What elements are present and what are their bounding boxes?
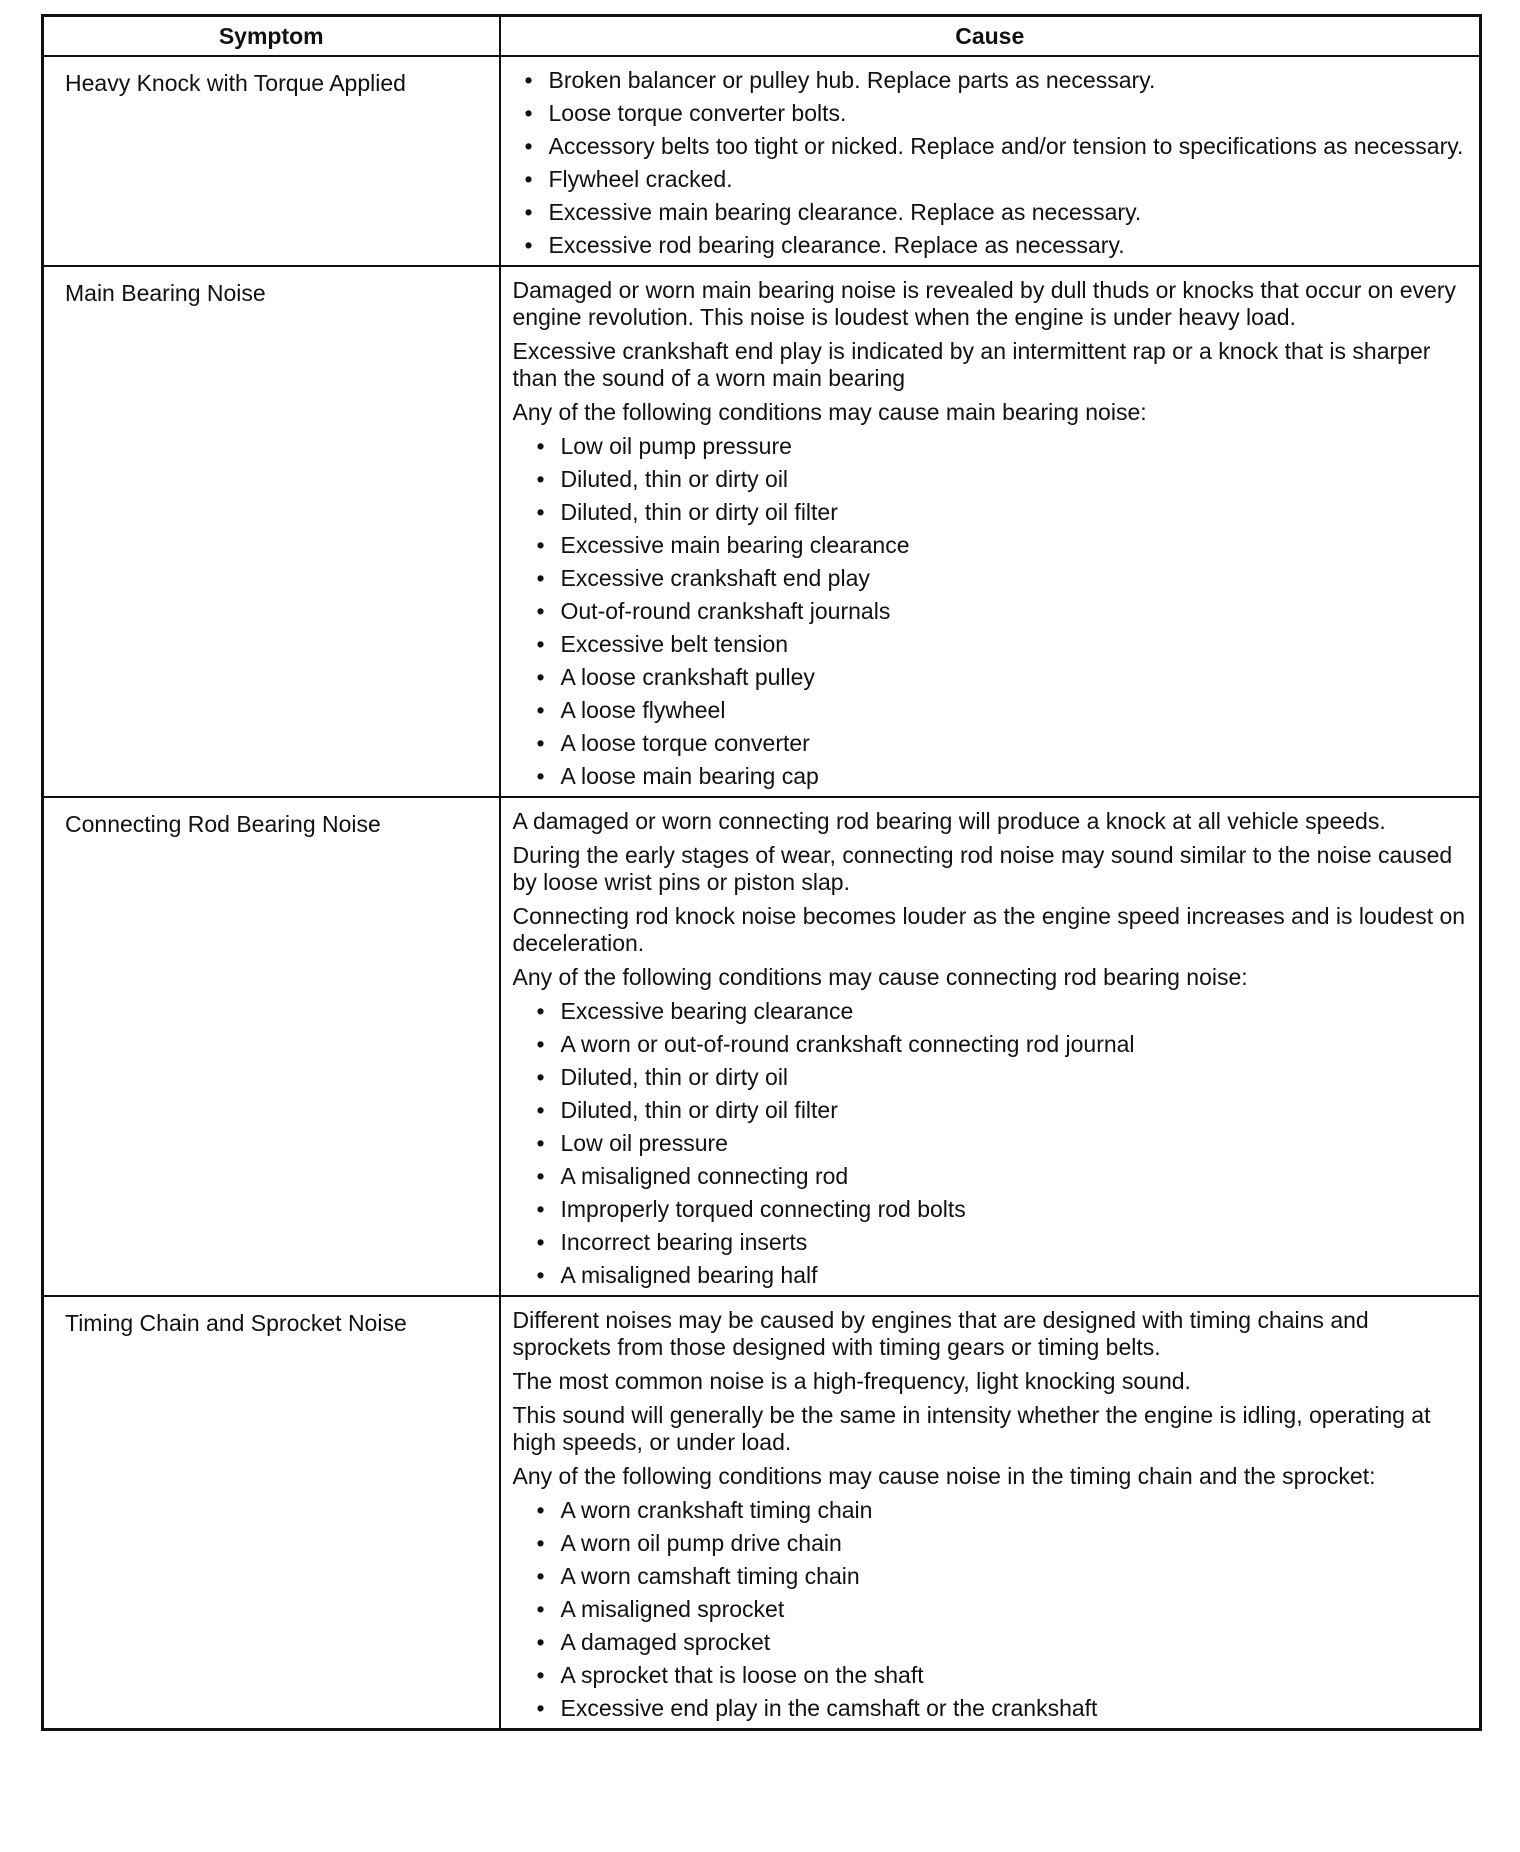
bullet-icon: • xyxy=(536,499,545,525)
bullet-text: Excessive main bearing clearance. Replace as necessary. xyxy=(548,199,1142,225)
bullet-text: Broken balancer or pulley hub. Replace parts as necessary. xyxy=(548,67,1156,93)
bullet-icon: • xyxy=(536,1196,545,1222)
cause-paragraph: Excessive crankshaft end play is indicated by an intermittent rap or a knock that is sharper than the sound of a worn main bearing xyxy=(512,338,1431,391)
bullet-icon: • xyxy=(536,1064,545,1090)
cause-bullet-item xyxy=(513,499,1474,526)
cause-bullet-item xyxy=(513,133,1474,160)
cause-paragraph: Any of the following conditions may cause noise in the timing chain and the sprocket: xyxy=(512,1463,1376,1489)
table-header xyxy=(43,16,1481,57)
cause-bullet-item xyxy=(513,730,1474,757)
cause-bullet-list xyxy=(513,433,1474,790)
bullet-text: Diluted, thin or dirty oil filter xyxy=(560,1097,838,1123)
bullet-icon: • xyxy=(524,133,533,159)
cause-bullet-item xyxy=(513,466,1474,493)
cause-paragraph: Different noises may be caused by engines that are designed with timing chains and sprockets from those designed with timing gears or timing belts. xyxy=(512,1307,1369,1360)
bullet-icon: • xyxy=(536,1262,545,1288)
cause-bullet-item xyxy=(513,232,1474,259)
cause-bullet-item xyxy=(513,1596,1474,1623)
bullet-icon: • xyxy=(536,1163,545,1189)
bullet-text: A worn crankshaft timing chain xyxy=(560,1497,873,1523)
bullet-text: Low oil pressure xyxy=(560,1130,728,1156)
table-row xyxy=(43,1296,1481,1730)
bullet-text: Out-of-round crankshaft journals xyxy=(560,598,891,624)
cause-bullet-item xyxy=(513,598,1474,625)
bullet-icon: • xyxy=(524,232,533,258)
bullet-text: A misaligned connecting rod xyxy=(560,1163,849,1189)
cause-bullet-item xyxy=(513,199,1474,226)
symptom-cell: Connecting Rod Bearing Noise xyxy=(43,797,500,1296)
bullet-text: Excessive main bearing clearance xyxy=(560,532,910,558)
cause-bullet-item xyxy=(513,565,1474,592)
cause-bullet-list xyxy=(513,67,1474,259)
table-body xyxy=(43,56,1481,1730)
cause-bullet-item xyxy=(513,1031,1474,1058)
cause-bullet-item xyxy=(513,166,1474,193)
bullet-text: Accessory belts too tight or nicked. Replace and/or tension to specifications as necessary. xyxy=(548,133,1464,159)
bullet-text: Excessive crankshaft end play xyxy=(560,565,870,591)
table-row xyxy=(43,266,1481,797)
bullet-icon: • xyxy=(536,1229,545,1255)
bullet-icon: • xyxy=(536,1563,545,1589)
bullet-text: A damaged sprocket xyxy=(560,1629,771,1655)
bullet-text: Improperly torqued connecting rod bolts xyxy=(560,1196,966,1222)
cause-bullet-item xyxy=(513,1695,1474,1722)
cause-bullet-item xyxy=(513,697,1474,724)
cause-bullet-item xyxy=(513,763,1474,790)
cause-bullet-item xyxy=(513,1163,1474,1190)
cause-column-header: Cause xyxy=(500,16,1481,57)
bullet-icon: • xyxy=(536,1497,545,1523)
cause-bullet-item xyxy=(513,1130,1474,1157)
bullet-text: Diluted, thin or dirty oil filter xyxy=(560,499,838,525)
cause-bullet-item xyxy=(513,1229,1474,1256)
bullet-icon: • xyxy=(536,466,545,492)
bullet-text: Excessive bearing clearance xyxy=(560,998,854,1024)
bullet-text: Excessive belt tension xyxy=(560,631,789,657)
bullet-text: Flywheel cracked. xyxy=(548,166,733,192)
bullet-text: A misaligned bearing half xyxy=(560,1262,818,1288)
bullet-icon: • xyxy=(536,565,545,591)
symptom-cell: Main Bearing Noise xyxy=(43,266,500,797)
cause-bullet-item xyxy=(513,433,1474,460)
cause-paragraph: This sound will generally be the same in intensity whether the engine is idling, operating at high speeds, or under load. xyxy=(512,1402,1431,1455)
cause-paragraph: Connecting rod knock noise becomes louder as the engine speed increases and is loudest on deceleration. xyxy=(512,903,1466,956)
bullet-icon: • xyxy=(536,1629,545,1655)
bullet-text: Diluted, thin or dirty oil xyxy=(560,466,789,492)
cause-bullet-item xyxy=(513,1196,1474,1223)
bullet-text: A loose crankshaft pulley xyxy=(560,664,815,690)
cause-bullet-item xyxy=(513,631,1474,658)
cause-bullet-list xyxy=(513,1497,1474,1722)
symptom-column-header: Symptom xyxy=(43,16,500,57)
bullet-icon: • xyxy=(536,763,545,789)
cause-cell xyxy=(500,266,1481,797)
bullet-text: Incorrect bearing inserts xyxy=(560,1229,808,1255)
bullet-text: A loose main bearing cap xyxy=(560,763,819,789)
cause-bullet-item xyxy=(513,1064,1474,1091)
bullet-text: Diluted, thin or dirty oil xyxy=(560,1064,789,1090)
cause-cell xyxy=(500,797,1481,1296)
bullet-icon: • xyxy=(536,433,545,459)
bullet-icon: • xyxy=(524,67,533,93)
bullet-icon: • xyxy=(536,631,545,657)
bullet-text: Low oil pump pressure xyxy=(560,433,792,459)
cause-bullet-item xyxy=(513,1262,1474,1289)
bullet-icon: • xyxy=(536,730,545,756)
bullet-icon: • xyxy=(536,1130,545,1156)
cause-cell xyxy=(500,56,1481,266)
cause-cell xyxy=(500,1296,1481,1730)
bullet-text: Excessive rod bearing clearance. Replace as necessary. xyxy=(548,232,1125,258)
header-row xyxy=(43,16,1481,57)
bullet-icon: • xyxy=(536,1695,545,1721)
bullet-icon: • xyxy=(524,100,533,126)
cause-paragraph: Any of the following conditions may cause connecting rod bearing noise: xyxy=(512,964,1248,990)
cause-bullet-item xyxy=(513,1662,1474,1689)
bullet-icon: • xyxy=(536,1596,545,1622)
cause-bullet-item xyxy=(513,1629,1474,1656)
bullet-icon: • xyxy=(536,532,545,558)
cause-bullet-item xyxy=(513,67,1474,94)
bullet-icon: • xyxy=(536,998,545,1024)
bullet-icon: • xyxy=(524,199,533,225)
bullet-text: A sprocket that is loose on the shaft xyxy=(560,1662,924,1688)
cause-bullet-list xyxy=(513,998,1474,1289)
cause-bullet-item xyxy=(513,100,1474,127)
bullet-icon: • xyxy=(536,1031,545,1057)
bullet-text: Loose torque converter bolts. xyxy=(548,100,847,126)
bullet-icon: • xyxy=(536,1097,545,1123)
cause-paragraph: During the early stages of wear, connecting rod noise may sound similar to the noise caused by loose wrist pins or piston slap. xyxy=(512,842,1453,895)
bullet-text: A worn or out-of-round crankshaft connecting rod journal xyxy=(560,1031,1135,1057)
bullet-text: A loose flywheel xyxy=(560,697,726,723)
bullet-icon: • xyxy=(536,1530,545,1556)
cause-bullet-item xyxy=(513,1563,1474,1590)
cause-bullet-item xyxy=(513,1497,1474,1524)
bullet-text: A worn oil pump drive chain xyxy=(560,1530,842,1556)
cause-bullet-item xyxy=(513,1530,1474,1557)
symptom-cell: Timing Chain and Sprocket Noise xyxy=(43,1296,500,1730)
bullet-text: A loose torque converter xyxy=(560,730,810,756)
table-row xyxy=(43,56,1481,266)
bullet-icon: • xyxy=(536,664,545,690)
bullet-text: A worn camshaft timing chain xyxy=(560,1563,860,1589)
cause-paragraph: Any of the following conditions may cause main bearing noise: xyxy=(512,399,1147,425)
cause-bullet-item xyxy=(513,998,1474,1025)
cause-bullet-item xyxy=(513,532,1474,559)
symptom-cell: Heavy Knock with Torque Applied xyxy=(43,56,500,266)
symptom-cause-table xyxy=(41,14,1482,1731)
bullet-icon: • xyxy=(536,1662,545,1688)
bullet-text: A misaligned sprocket xyxy=(560,1596,785,1622)
cause-bullet-item xyxy=(513,664,1474,691)
cause-bullet-item xyxy=(513,1097,1474,1124)
cause-paragraph: The most common noise is a high-frequency, light knocking sound. xyxy=(512,1368,1191,1394)
cause-paragraph: A damaged or worn connecting rod bearing will produce a knock at all vehicle speeds. xyxy=(512,808,1386,834)
cause-paragraph: Damaged or worn main bearing noise is revealed by dull thuds or knocks that occur on every engine revolution. This noise is loudest when the engine is under heavy load. xyxy=(512,277,1456,330)
table-row xyxy=(43,797,1481,1296)
bullet-icon: • xyxy=(536,697,545,723)
bullet-icon: • xyxy=(524,166,533,192)
bullet-icon: • xyxy=(536,598,545,624)
bullet-text: Excessive end play in the camshaft or the crankshaft xyxy=(560,1695,1098,1721)
